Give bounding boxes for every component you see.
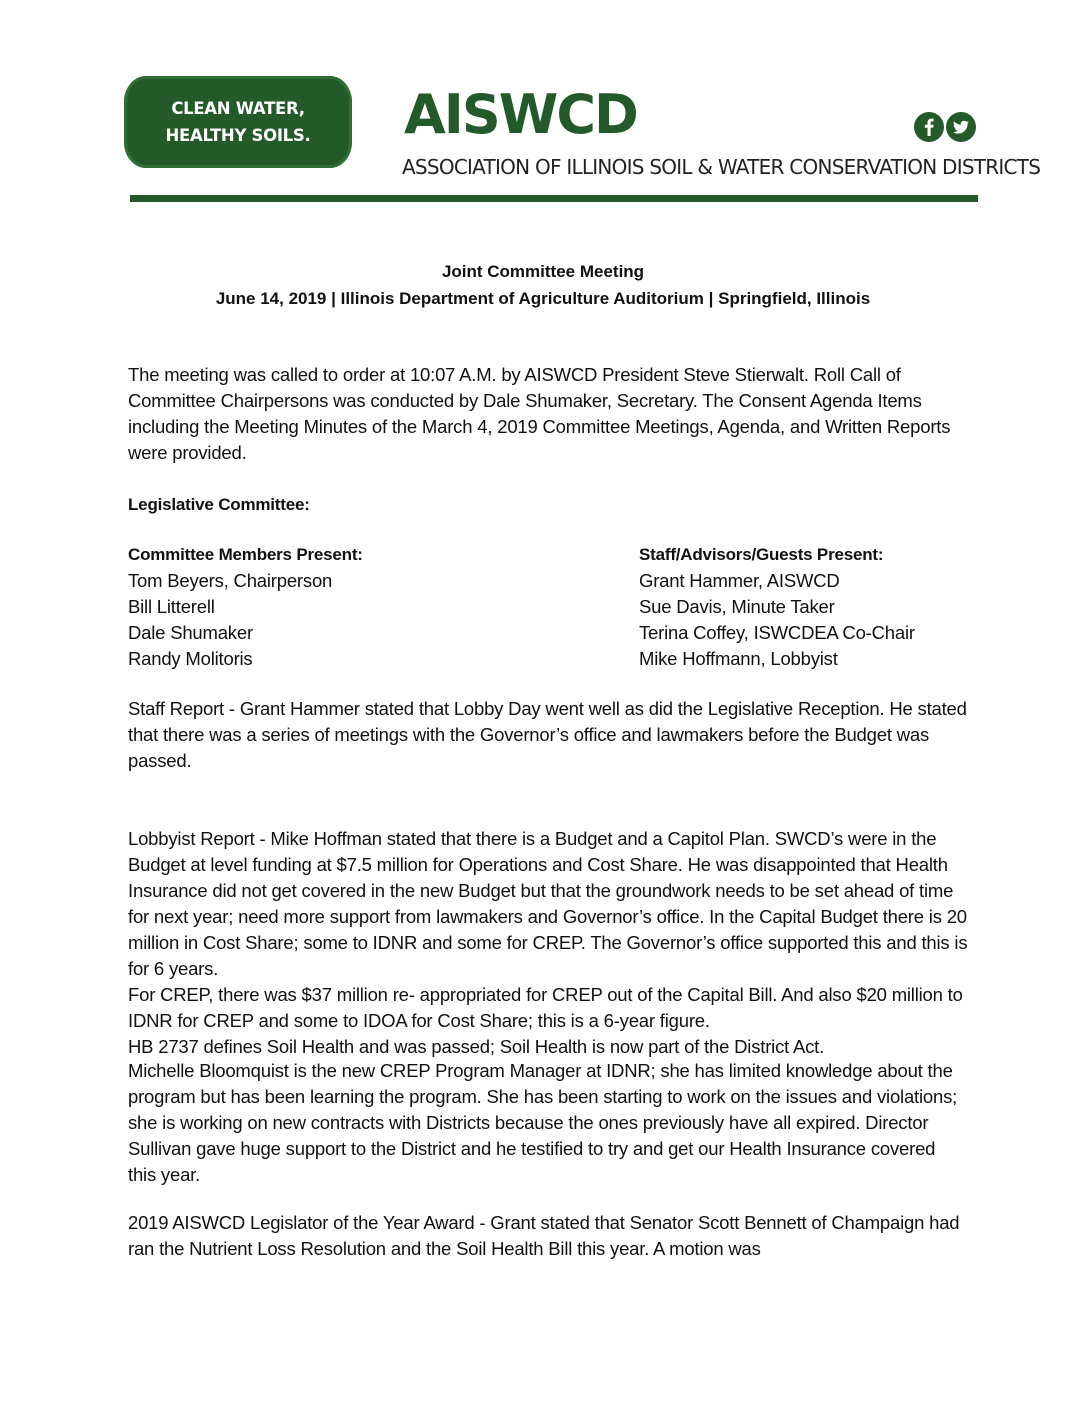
members-column	[128, 542, 363, 672]
social-links	[914, 112, 976, 142]
member-item: Tom Beyers, Chairperson	[128, 570, 333, 591]
staff-item: Grant Hammer, AISWCD	[639, 570, 840, 591]
crep-manager-paragraph	[128, 1058, 968, 1188]
legislator-award-text: 2019 AISWCD Legislator of the Year Award - Grant stated that Senator Scott Bennett of Champaign had ran the Nutrient Loss Resolution and the Soil Health Bill this year. A motion was	[128, 1212, 960, 1259]
meeting-heading	[130, 258, 956, 312]
lobbyist-report-text: Lobbyist Report - Mike Hoffman stated that there is a Budget and a Capitol Plan. SWCD’s were in the Budget at level funding at $7.5 million for Operations and Cost Share. He was disappointed that Health Insurance did not get covered in the new Budget but that the groundwork needs to be set ahead of time for next year; need more support from lawmakers and Governor’s office. In the Capital Budget there is 20 million in Cost Share; some to IDNR and some for CREP. The Governor’s office supported this and this is for 6 years.	[128, 828, 968, 979]
staff-item: Terina Coffey, ISWCDEA Co-Chair	[639, 622, 915, 643]
slogan-line-1: CLEAN WATER,	[171, 99, 305, 118]
meeting-title: Joint Committee Meeting	[441, 262, 645, 281]
facebook-icon[interactable]	[914, 112, 944, 142]
slogan-line-2: HEALTHY SOILS.	[165, 126, 311, 145]
org-logo-text: AISWCD	[404, 83, 637, 146]
hb-2737-text: HB 2737 defines Soil Health and was passed; Soil Health is now part of the District Act.	[128, 1036, 825, 1057]
org-full-name: ASSOCIATION OF ILLINOIS SOIL & WATER CONSERVATION DISTRICTS	[402, 155, 1041, 179]
lobbyist-report	[128, 826, 968, 1060]
member-item: Randy Molitoris	[128, 648, 253, 669]
staff-report-text: Staff Report - Grant Hammer stated that Lobby Day went well as did the Legislative Reception. He stated that there was a series of meetings with the Governor’s office and lawmakers before the Budget was passed.	[128, 698, 967, 771]
header-divider	[130, 195, 978, 202]
meeting-subtitle: June 14, 2019 | Illinois Department of Agriculture Auditorium | Springfield, Illinois	[215, 289, 871, 308]
slogan-badge	[124, 76, 352, 168]
legislator-award-paragraph	[128, 1210, 968, 1262]
crep-manager-text: Michelle Bloomquist is the new CREP Program Manager at IDNR; she has limited knowledge about the program but has been learning the program. She has been starting to work on the issues and violations; she is working on new contracts with Districts because the ones previously have all expired. Director Sullivan gave huge support to the District and he testified to try and get our Health Insurance covered this year.	[128, 1060, 958, 1185]
staff-item: Sue Davis, Minute Taker	[639, 596, 835, 617]
staff-column	[639, 542, 915, 672]
member-item: Dale Shumaker	[128, 622, 253, 643]
staff-heading: Staff/Advisors/Guests Present:	[639, 545, 884, 564]
staff-report	[128, 696, 968, 774]
twitter-icon[interactable]	[946, 112, 976, 142]
member-item: Bill Litterell	[128, 596, 215, 617]
intro-paragraph	[128, 362, 968, 466]
crep-text: For CREP, there was $37 million re- appropriated for CREP out of the Capital Bill. And also $20 million to IDNR for CREP and some to IDOA for Cost Share; this is a 6-year figure.	[128, 984, 963, 1031]
staff-item: Mike Hoffmann, Lobbyist	[639, 648, 838, 669]
legislative-committee-heading: Legislative Committee:	[128, 495, 310, 514]
members-heading: Committee Members Present:	[128, 545, 363, 564]
intro-text: The meeting was called to order at 10:07 A.M. by AISWCD President Steve Stierwalt. Roll Call of Committee Chairpersons was conducted by Dale Shumaker, Secretary. The Consent Agenda Items including the Meeting Minutes of the March 4, 2019 Committee Meetings, Agenda, and Written Reports were provided.	[128, 364, 951, 463]
